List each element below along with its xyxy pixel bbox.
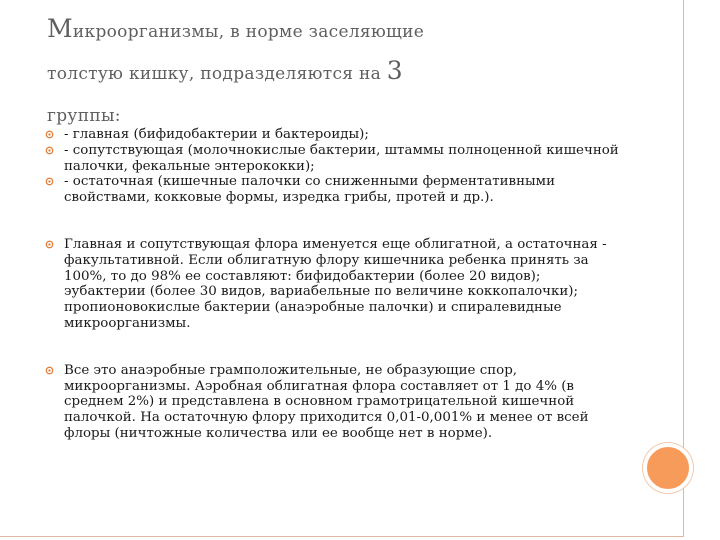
title-initial: М <box>47 14 73 43</box>
list-item <box>44 363 624 442</box>
slide-title <box>47 8 607 134</box>
title-line1: икроорганизмы, в норме заселяющие <box>72 22 425 42</box>
title-line3: группы: <box>47 106 121 126</box>
list-item <box>44 143 624 175</box>
orange-circle-decoration <box>643 443 693 493</box>
flower-bullet-icon <box>45 177 54 186</box>
list-spacer <box>44 332 624 363</box>
bullet-text: Все это анаэробные грамположительные, не образующие спор, микроорганизмы. Аэробная облигатная флора составляет от 1 до 4% (в среднем 2%) и представлена в основном грамотрицательной кишечной палочкой. На остаточную флору приходится 0,01-0,001% и менее от всей флоры (ничтожные количества или ее вообще нет в норме). <box>64 362 589 441</box>
flower-bullet-icon <box>45 130 54 139</box>
flower-bullet-icon <box>45 366 54 375</box>
list-item <box>44 127 624 143</box>
list-spacer <box>44 206 624 237</box>
bullet-list <box>44 127 624 442</box>
flower-bullet-icon <box>45 240 54 249</box>
bullet-text: - главная (бифидобактерии и бактероиды); <box>64 127 369 142</box>
bullet-text: - сопутствующая (молочнокислые бактерии, штаммы полноценной кишечной палочки, фекальные энтерококки); <box>64 142 619 174</box>
title-number: 3 <box>386 56 403 85</box>
list-item <box>44 237 624 332</box>
bullet-text: Главная и сопутствующая флора именуется еще облигатной, а остаточная - факультативной. Если облигатную флору кишечника ребенка принять за 100%, то до 98% ее составляют: бифидобактерии (более 20 видов); эубактерии (более 30 видов, вариабельные по величине коккопалочки); пропионовокислые бактерии (анаэробные палочки) и спиралевидные микроорганизмы. <box>64 236 607 331</box>
flower-bullet-icon <box>45 146 54 155</box>
bullet-text: - остаточная (кишечные палочки со сниженными ферментативными свойствами, кокковые формы, изредка грибы, протей и др.). <box>64 174 556 206</box>
title-line2: толстую кишку, подразделяются на <box>47 64 387 84</box>
list-item <box>44 174 624 206</box>
